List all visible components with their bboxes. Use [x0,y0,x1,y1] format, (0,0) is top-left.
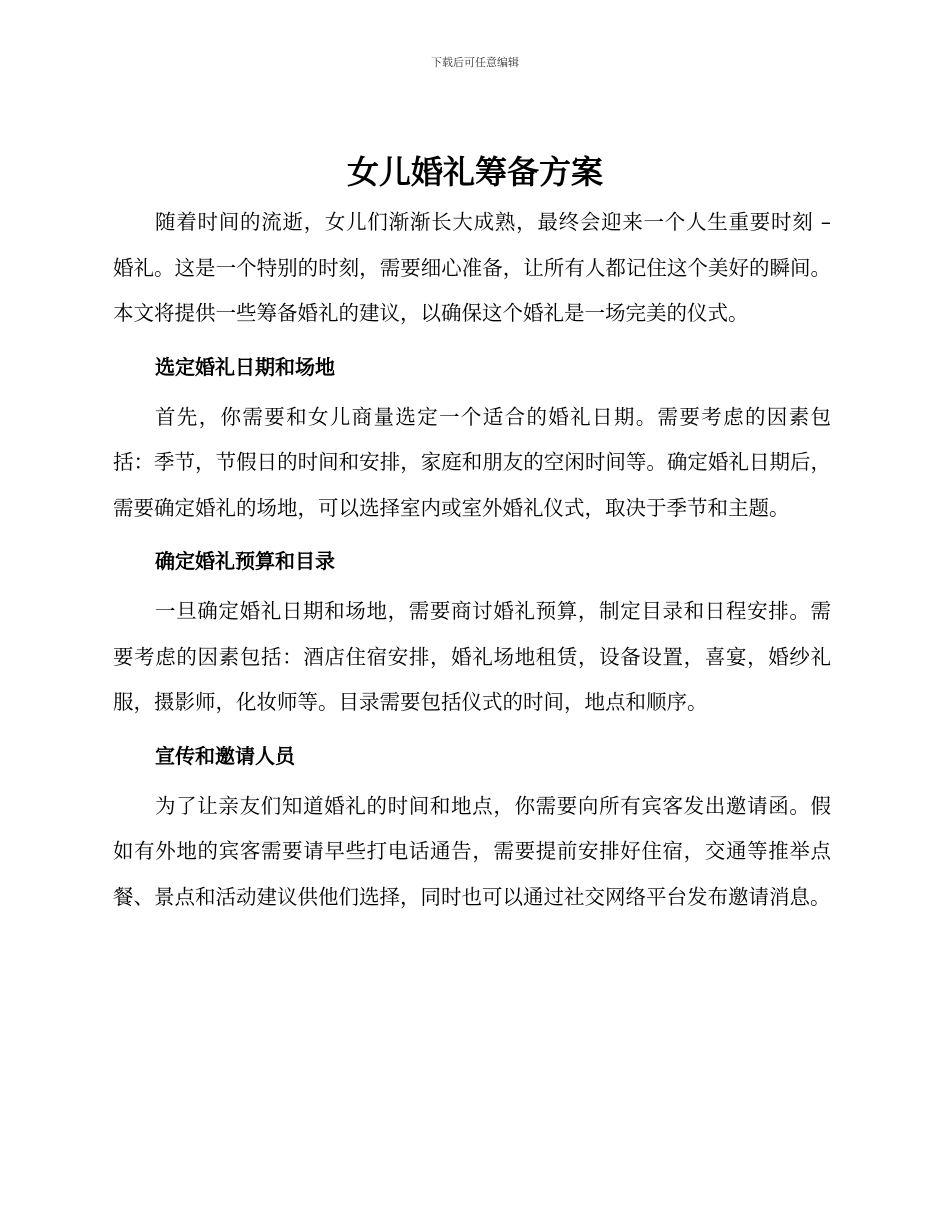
document-body [113,200,831,920]
section-paragraph-invitations: 为了让亲友们知道婚礼的时间和地点，你需要向所有宾客发出邀请函。假如有外地的宾客需要请早些打电话通告，需要提前安排好住宿，交通等推举点餐、景点和活动建议供他们选择，同时也可以通过社交网络平台发布邀请消息。 [113,793,831,909]
section-heading-budget: 确定婚礼预算和目录 [155,549,335,573]
section-heading-date-venue: 选定婚礼日期和场地 [155,354,335,379]
section-heading-invitations: 宣传和邀请人员 [155,743,295,768]
section-paragraph-date-venue: 首先，你需要和女儿商量选定一个适合的婚礼日期。需要考虑的因素包括：季节，节假日的时间和安排，家庭和朋友的空闲时间等。确定婚礼日期后，需要确定婚礼的场地，可以选择室内或室外婚礼仪式，取决于季节和主题。 [113,404,831,520]
document-title: 女儿婚礼筹备方案 [346,153,603,191]
page-header-note: 下载后可任意编辑 [431,56,519,69]
intro-paragraph: 随着时间的流逝，女儿们渐渐长大成熟，最终会迎来一个人生重要时刻 – 婚礼。这是一个特别的时刻，需要细心准备，让所有人都记住这个美好的瞬间。本文将提供一些筹备婚礼的建议，以确保这个婚礼是一场完美的仪式。 [113,210,831,325]
section-paragraph-budget: 一旦确定婚礼日期和场地，需要商讨婚礼预算，制定目录和日程安排。需要考虑的因素包括：酒店住宿安排，婚礼场地租赁，设备设置，喜宴，婚纱礼服，摄影师，化妆师等。目录需要包括仪式的时间，地点和顺序。 [113,599,831,714]
